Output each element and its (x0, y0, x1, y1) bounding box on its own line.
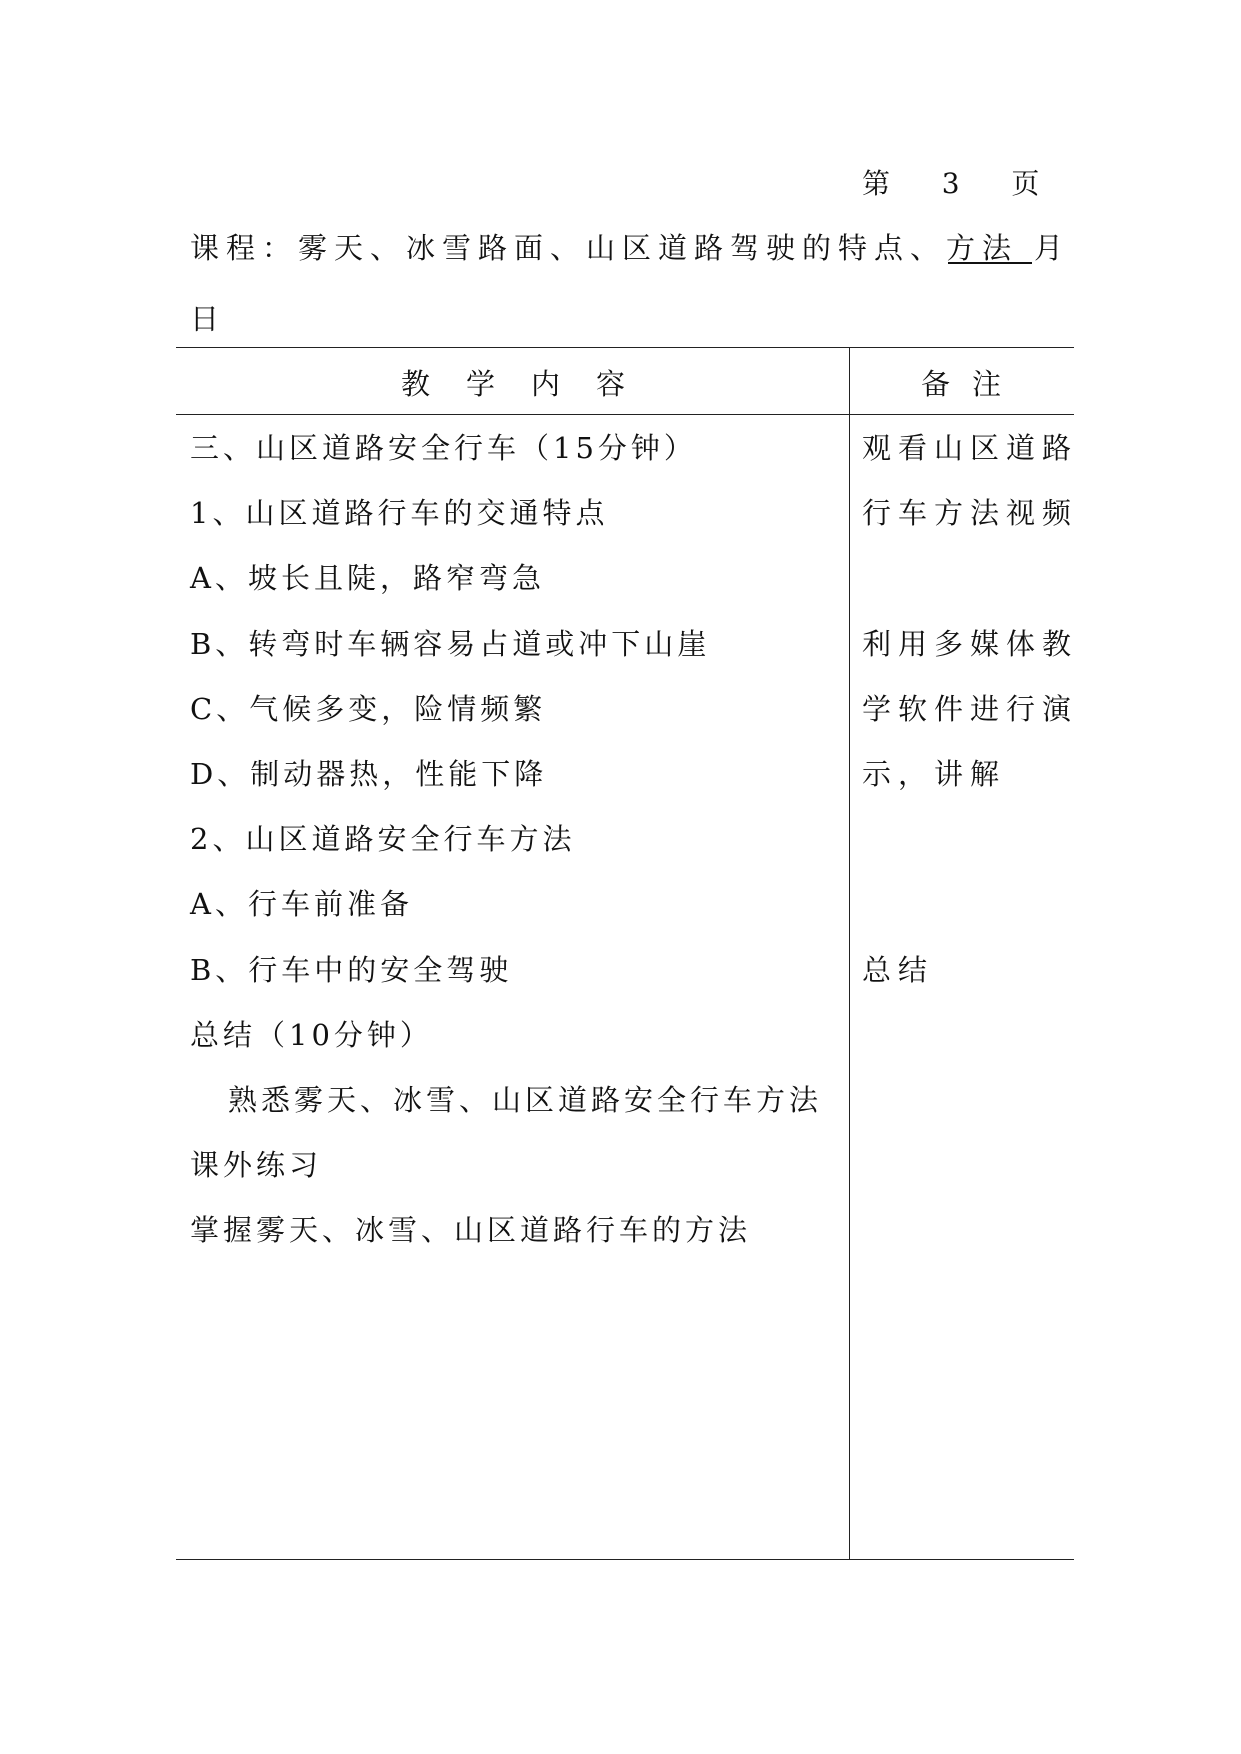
content-line: 1、山区道路行车的交通特点 (190, 496, 609, 531)
content-line: D、制动器热，性能下降 (190, 756, 548, 791)
content-line: 熟悉雾天、冰雪、山区道路安全行车方法 (228, 1082, 823, 1117)
content-line: 总结（10分钟） (190, 1017, 433, 1052)
note-line (862, 821, 1072, 886)
note-line: 示，讲解 (862, 756, 1007, 791)
month-blank-line (948, 262, 1032, 264)
note-line: 利用多媒体教 (862, 626, 1079, 661)
note-line (862, 886, 1072, 951)
note-line: 观看山区道路 (862, 431, 1079, 465)
note-line: 总结 (862, 952, 935, 987)
page-number: 第 3 页 (862, 167, 1042, 200)
day-label: 日 (190, 302, 220, 336)
table-header-divider (176, 414, 1074, 415)
content-line: 三、山区道路安全行车（15分钟） (190, 431, 697, 465)
content-line: B、行车中的安全驾驶 (190, 952, 513, 987)
content-line: C、气候多变，险情频繁 (190, 691, 547, 726)
content-line: 课外练习 (190, 1148, 323, 1183)
content-line: 2、山区道路安全行车方法 (190, 822, 576, 857)
content-line: A、坡长且陡，路窄弯急 (190, 561, 545, 596)
table-top-border (176, 347, 1074, 348)
teaching-content-list (190, 430, 840, 1277)
content-line: B、转弯时车辆容易占道或冲下山崖 (190, 626, 711, 661)
table-column-divider (849, 347, 850, 1559)
header-teaching-content: 教学内容 (400, 367, 661, 401)
notes-list (862, 430, 1079, 1017)
course-title: 课程：雾天、冰雪路面、山区道路驾驶的特点、方法 (190, 231, 1019, 265)
note-line (862, 560, 1072, 625)
content-line: 掌握雾天、冰雪、山区道路行车的方法 (190, 1213, 752, 1248)
table-bottom-border (176, 1559, 1074, 1560)
note-line: 学软件进行演 (862, 691, 1079, 726)
header-notes: 备注 (920, 367, 1023, 401)
content-line: A、行车前准备 (190, 887, 413, 922)
month-label: 月 (1034, 231, 1064, 265)
note-line: 行车方法视频 (862, 496, 1079, 531)
